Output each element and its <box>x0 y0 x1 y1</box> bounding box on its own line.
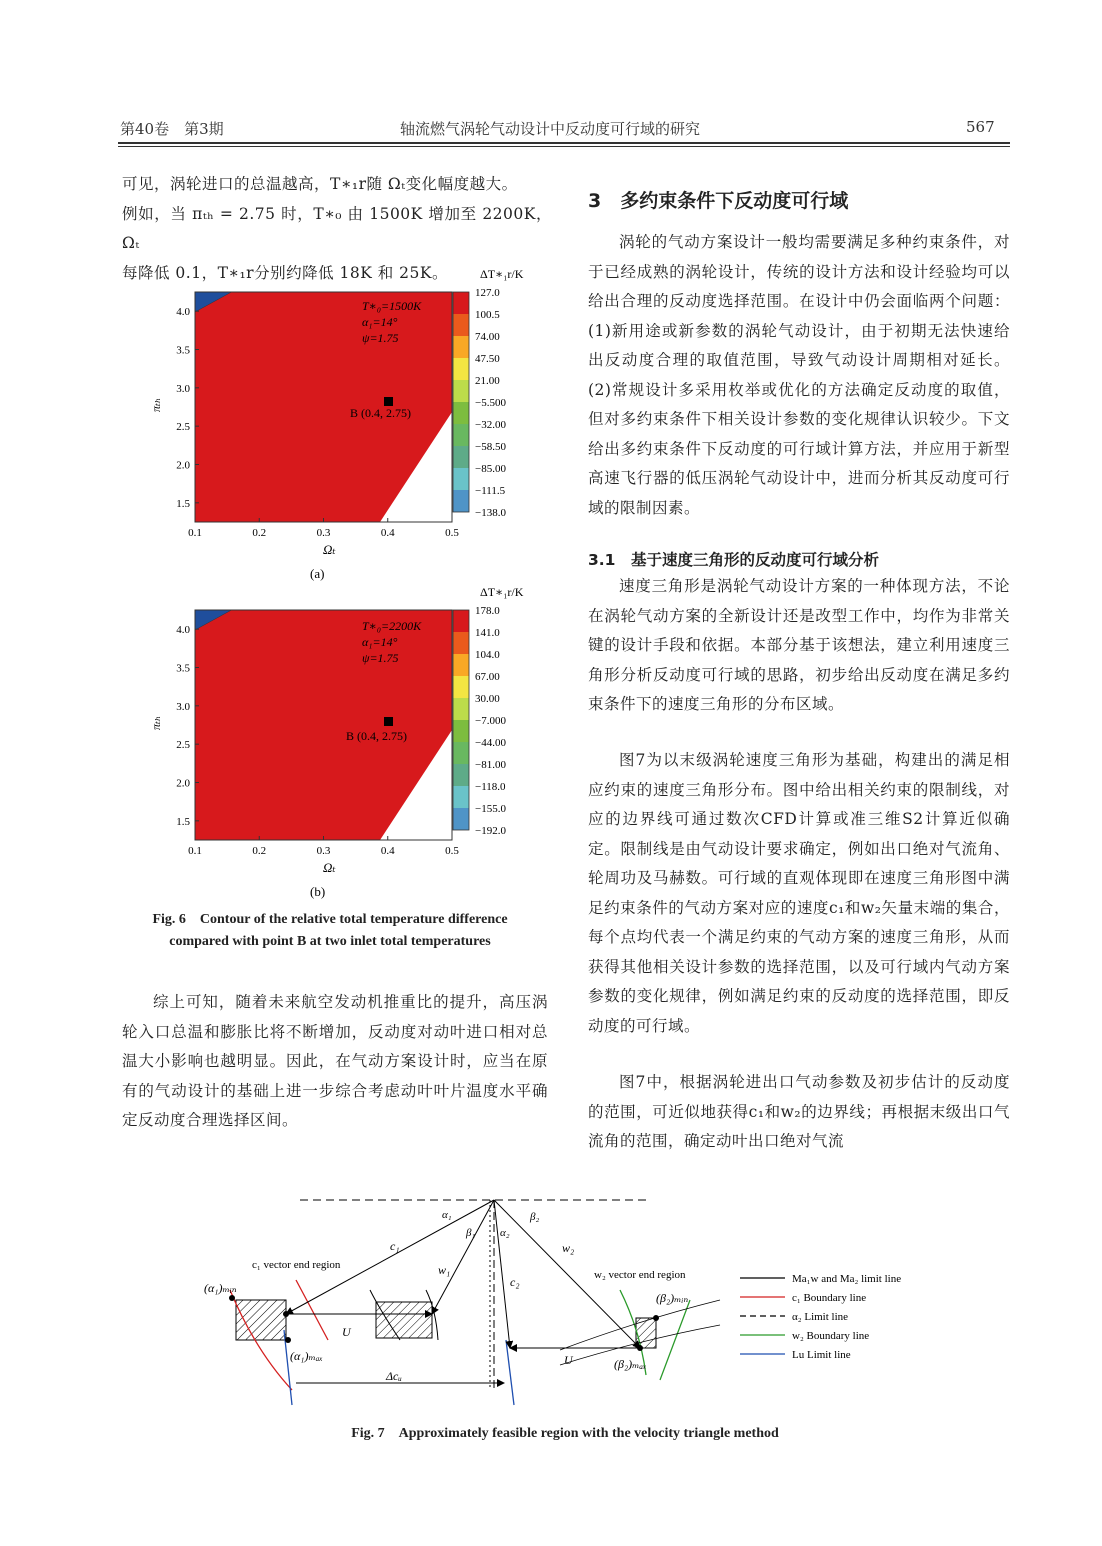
w2-region-label: w₂ vector end region <box>594 1269 686 1281</box>
beta2-min-label: (β₂)ₘᵢₙ <box>656 1291 689 1305</box>
c1-label: c₁ <box>390 1239 400 1253</box>
x-tick-label: 0.4 <box>380 845 395 857</box>
x-axis-label: Ωₜ <box>323 860 336 875</box>
legend-label: Ma₁w and Ma₂ limit line <box>792 1273 902 1285</box>
colorbar-swatch <box>453 764 469 786</box>
colorbar-tick-label: −81.00 <box>475 759 506 771</box>
colorbar-b <box>453 605 506 837</box>
colorbar-tick-label: −32.00 <box>475 419 506 431</box>
fig6-caption-line1: Fig. 6 Contour of the relative total temperature difference <box>152 912 508 927</box>
fig7-legend <box>740 1273 901 1361</box>
legend-label: c₁ Boundary line <box>792 1292 867 1304</box>
text-line: 可见，涡轮进口的总温越高，T∗₁r随 Ωₜ变化幅度越大。 <box>122 175 518 193</box>
colorbar-swatch <box>453 654 469 676</box>
annot-alpha1: α₁=14° <box>362 315 398 329</box>
x-tick-label: 0.1 <box>188 527 202 539</box>
header-rule-thin <box>118 146 1010 147</box>
x-tick-label: 0.5 <box>445 845 459 857</box>
annot-t0: T∗₀=2200K <box>362 619 422 633</box>
colorbar-swatch <box>453 292 469 314</box>
colorbar-tick-label: 74.00 <box>475 331 500 343</box>
colorbar-swatch <box>453 358 469 380</box>
colorbar-tick-label: 67.00 <box>475 671 500 683</box>
colorbar-swatch <box>453 720 469 742</box>
x-tick-label: 0.1 <box>188 845 202 857</box>
colorbar-tick-label: 30.00 <box>475 693 500 705</box>
legend-label: w₂ Boundary line <box>792 1330 870 1342</box>
fig6-caption-line2: compared with point B at two inlet total temperatures <box>169 934 491 949</box>
colorbar-title: ΔT∗₁r/K <box>480 585 524 599</box>
alpha1-min-label: (α₁)ₘᵢₙ <box>204 1281 237 1295</box>
colorbar-swatch <box>453 314 469 336</box>
delta-cu-label: Δcᵤ <box>386 1369 402 1383</box>
colorbar-swatch <box>453 336 469 358</box>
y-tick-label: 2.5 <box>176 739 190 752</box>
colorbar-a <box>453 287 506 519</box>
left-bottom-paragraph: 综上可知，随着未来航空发动机推重比的提升，高压涡轮入口总温和膨胀比将不断增加，反动度对动叶进口相对总温大小影响也越明显。因此，在气动方案设计时，应当在原有的气动设计的基础上进一步综合考虑动叶叶片温度水平确定反动度合理选择区间。 <box>122 993 548 1129</box>
page-number: 567 <box>966 118 995 136</box>
colorbar-tick-label: −5.500 <box>475 397 506 409</box>
colorbar-tick-label: −118.0 <box>475 781 506 793</box>
alpha2-angle-label: α₂ <box>500 1227 510 1239</box>
fig6a-contour-plot <box>140 262 540 584</box>
colorbar-swatch <box>453 380 469 402</box>
y-tick-label: 2.5 <box>176 421 190 434</box>
y-tick-label: 2.0 <box>176 459 190 472</box>
colorbar-tick-label: 47.50 <box>475 353 500 365</box>
colorbar-tick-label: −192.0 <box>475 825 506 837</box>
section-3-1-paragraph-1: 速度三角形是涡轮气动设计方案的一种体现方法，不论在涡轮气动方案的全新设计还是改型工作中，均作为非常关键的设计手段和依据。本部分基于该想法，建立利用速度三角形分析反动度可行域的思路，初步给出反动度在满足多约束条件下的速度三角形的分布区域。 <box>588 577 1010 713</box>
legend-label: α₂ Limit line <box>792 1311 849 1323</box>
colorbar-tick-label: 127.0 <box>475 287 500 299</box>
section-3-1-paragraph-3: 图7中，根据涡轮进出口气动参数及初步估计的反动度的范围，可近似地获得c₁和w₂的边界线；再根据末级出口气流角的范围，确定动叶出口绝对气流 <box>588 1073 1010 1150</box>
y-tick-label: 1.5 <box>176 815 190 828</box>
colorbar-tick-label: −111.5 <box>475 485 506 497</box>
annot-psi: ψ=1.75 <box>362 651 399 665</box>
c2-vector <box>494 1200 510 1348</box>
beta2-angle-label: β₂ <box>530 1211 540 1223</box>
alpha1-max-label: (α₁)ₘₐₓ <box>290 1349 323 1363</box>
colorbar-swatch <box>453 468 469 490</box>
colorbar-tick-label: −85.00 <box>475 463 506 475</box>
point-b-marker <box>384 717 393 726</box>
y-tick-label: 3.5 <box>176 662 190 675</box>
colorbar-swatch <box>453 424 469 446</box>
x-axis-label: Ωₜ <box>323 542 336 557</box>
x-tick-label: 0.3 <box>316 527 331 539</box>
x-tick-label: 0.3 <box>316 845 331 857</box>
c1-region-label: c₁ vector end region <box>252 1259 341 1271</box>
point-b-label: B (0.4, 2.75) <box>350 406 411 420</box>
colorbar-swatch <box>453 446 469 468</box>
beta2-max-label: (β₂)ₘₐₓ <box>614 1357 647 1371</box>
colorbar-tick-label: 141.0 <box>475 627 500 639</box>
colorbar-swatch <box>453 632 469 654</box>
colorbar-tick-label: 100.5 <box>475 309 500 321</box>
annot-alpha1: α₁=14° <box>362 635 398 649</box>
journal-volume: 第40卷 第3期 <box>120 120 224 138</box>
section-3-paragraph: 涡轮的气动方案设计一般均需要满足多种约束条件，对于已经成熟的涡轮设计，传统的设计方法和设计经验均可以给出合理的反动度选择范围。在设计中仍会面临两个问题：(1)新用途或新参数的涡轮气动设计，由于初期无法快速给出反动度合理的取值范围，导致气动设计周期相对延长。(2)常规设计多采用枚举或优化的方法确定反动度的取值，但对多约束条件下相关设计参数的变化规律认识较少。下文给出多约束条件下反动度的可行域计算方法，并应用于新型高速飞行器的低压涡轮气动设计中，进而分析其反动度可行域的限制因素。 <box>588 233 1010 517</box>
text-line: 例如，当 πₜₕ = 2.75 时，T∗₀ 由 1500K 增加至 2200K，Ωₜ <box>122 204 552 252</box>
colorbar-swatch <box>453 808 469 830</box>
y-axis-label: πₜₕ <box>149 397 163 412</box>
colorbar-swatch <box>453 786 469 808</box>
colorbar-tick-label: −58.50 <box>475 441 506 453</box>
y-tick-label: 1.5 <box>176 497 190 510</box>
colorbar-swatch <box>453 676 469 698</box>
lu-limit-line <box>506 1340 514 1405</box>
colorbar-tick-label: −7.000 <box>475 715 506 727</box>
y-tick-label: 4.0 <box>176 624 190 637</box>
y-tick-label: 4.0 <box>176 306 190 319</box>
colorbar-swatch <box>453 742 469 764</box>
colorbar-title: ΔT∗₁r/K <box>480 267 524 281</box>
section-3-1-title: 3.1 基于速度三角形的反动度可行域分析 <box>588 551 879 569</box>
w2-label: w₂ <box>562 1241 575 1255</box>
section-3-1-paragraph-2: 图7为以末级涡轮速度三角形为基础，构建出的满足相应约束的速度三角形分布。图中给出相关约束的限制线，对应的边界线可通过数次CFD计算或准三维S2计算近似确定。限制线是由气动设计要求确定，例如出口绝对气流角、轮周功及马赫数。可行域的直观体现即在速度三角形图中满足约束条件的气动方案对应的速度c₁和w₂矢量末端的集合，每个点均代表一个满足约束的气动方案的速度三角形，从而获得其他相关设计参数的选择范围，以及可行域内气动方案参数的变化规律，例如满足约束的反动度的选择范围，即反动度的可行域。 <box>588 751 1010 1035</box>
subfigure-label: (b) <box>310 884 326 899</box>
colorbar-tick-label: −138.0 <box>475 507 506 519</box>
subfigure-label: (a) <box>310 566 325 581</box>
point-b-label: B (0.4, 2.75) <box>346 729 407 743</box>
colorbar-swatch <box>453 490 469 512</box>
x-tick-label: 0.2 <box>252 845 267 857</box>
colorbar-swatch <box>453 698 469 720</box>
section-3-title: 3 多约束条件下反动度可行域 <box>588 190 849 212</box>
alpha1-angle-label: α₁ <box>442 1209 452 1221</box>
colorbar-swatch <box>453 402 469 424</box>
u-label-1: U <box>342 1325 351 1339</box>
y-tick-label: 2.0 <box>176 777 190 790</box>
y-tick-label: 3.0 <box>176 382 190 395</box>
x-tick-label: 0.5 <box>445 527 459 539</box>
c2-label: c₂ <box>510 1275 520 1289</box>
colorbar-tick-label: −155.0 <box>475 803 506 815</box>
y-tick-label: 3.5 <box>176 344 190 357</box>
text-line: 每降低 0.1，T∗₁r分别约降低 18K 和 25K。 <box>122 263 448 282</box>
beta1-angle-label: β₁ <box>466 1227 476 1239</box>
legend-label: Lu Limit line <box>792 1349 851 1361</box>
fig7-velocity-triangle-diagram <box>200 1190 940 1415</box>
c1-boundary-line <box>296 1280 328 1340</box>
colorbar-tick-label: 21.00 <box>475 375 500 387</box>
colorbar-tick-label: 104.0 <box>475 649 500 661</box>
w1-region-box <box>376 1302 432 1338</box>
fig6b-contour-plot <box>140 580 540 902</box>
annot-psi: ψ=1.75 <box>362 331 399 345</box>
colorbar-tick-label: 178.0 <box>475 605 500 617</box>
x-tick-label: 0.4 <box>380 527 395 539</box>
header-rule <box>118 142 1010 144</box>
annot-t0: T∗₀=1500K <box>362 299 422 313</box>
running-title: 轴流燃气涡轮气动设计中反动度可行域的研究 <box>400 120 701 138</box>
point-b-marker <box>384 397 393 406</box>
colorbar-tick-label: −44.00 <box>475 737 506 749</box>
colorbar-swatch <box>453 610 469 632</box>
fig7-caption: Fig. 7 Approximately feasible region with the velocity triangle method <box>351 1426 779 1441</box>
y-axis-label: πₜₕ <box>149 715 163 730</box>
x-tick-label: 0.2 <box>252 527 267 539</box>
u-label-2: U <box>564 1353 573 1367</box>
y-tick-label: 3.0 <box>176 700 190 713</box>
w1-label: w₁ <box>438 1263 451 1277</box>
